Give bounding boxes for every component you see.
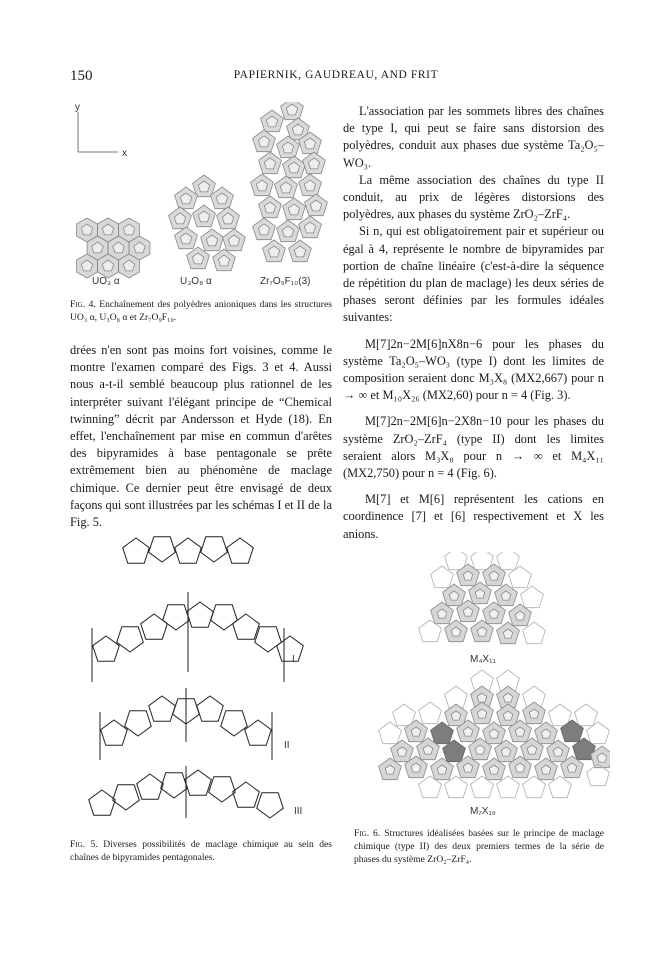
paragraph: La même association des chaînes du type II conduit, au prix de légères distorsions des polyèdres, aux phases du système ZrO₂–ZrF₄. bbox=[343, 172, 604, 222]
figure-6-caption: Fig. 6. Structures idéalisées basées sur le principe de maclage chimique (type II) des deux premiers termes de la série de phases du système ZrO₂–ZrF₄. bbox=[354, 828, 604, 865]
label-zr7o9f10: Zr₇O₉F₁₀(3) bbox=[260, 276, 311, 287]
paragraph: L'association par les sommets libres des chaînes de type I, qui peut se faire sans distorsion des polyèdres, conduit aux phases due système Ta₂O₅–WO₃. bbox=[343, 104, 604, 170]
linear-chain-schema bbox=[123, 537, 254, 564]
label-uo3: UO₃ α bbox=[92, 276, 120, 287]
label-III: III bbox=[294, 806, 303, 817]
left-column bbox=[70, 342, 332, 531]
schema-II bbox=[100, 688, 272, 760]
paragraph: drées n'en sont pas moins fort voisines, comme le montre l'examen comparé des Figs. 3 et 4. Aussi nous a-t-il semblé beaucoup plus rationnel de les interpréter suivant l'élégant principe de “Chemical twinning” décrit par Andersson et Hyde (18). En effet, l'enchaînement par mise en commun d'arêtes des bipyramides à base pentagonale se prête extrêmement bien au phénomène de maclage chimique. Ce dernier peut être envisagé de deux façons qui sont illustrées par les schémas I et II de la Fig. 5. bbox=[70, 343, 332, 530]
label-I: I bbox=[292, 654, 295, 665]
axis-label-y: y bbox=[75, 102, 80, 113]
label-m4x11: M₄X₁₁ bbox=[470, 654, 496, 665]
label-u3o8: U₃O₈ α bbox=[180, 276, 212, 287]
axis-label-x: x bbox=[122, 148, 127, 159]
right-column bbox=[343, 103, 604, 543]
figure-5-caption: Fig. 5. Diverses possibilités de maclage chimique au sein des chaînes de bipyramides pentagonales. bbox=[70, 839, 333, 863]
zr7o9f10-structure bbox=[251, 102, 328, 262]
figure-5 bbox=[78, 532, 310, 820]
label-m7x19: M₇X₁₉ bbox=[470, 806, 496, 817]
label-II: II bbox=[284, 740, 290, 751]
paragraph: M[7] et M[6] représentent les cations en coordinence [7] et [6] respectivement et X les anions. bbox=[343, 492, 604, 541]
m4x11-structure bbox=[419, 552, 546, 644]
paragraph: Si n, qui est obligatoirement pair et supérieur ou égal à 4, représente le nombre de bipyramides par portion de chaîne linéaire (c'est-à-dire la séquence de répétition du plan de maclage) les deux séries de phases seront définies par les formules idéales suivantes: bbox=[343, 224, 604, 325]
figure-6 bbox=[370, 552, 610, 822]
axes-icon bbox=[78, 112, 118, 152]
figure-4-caption: Fig. 4. Enchaînement des polyèdres anioniques dans les structures UO₃ α, U₃O₈ α et Zr₇O₉F₁₀. bbox=[70, 299, 332, 323]
running-head: PAPIERNIK, GAUDREAU, AND FRIT bbox=[233, 69, 439, 81]
formula-paragraph-type-I: M[7]2n−2M[6]nX8n−6 pour les phases du système Ta₂O₅–WO₃ (type I) dont les limites de composition seraient donc M₃X₈ (MX2,667) pour n → ∞ et M₁₀X₂₆ (MX2,60) pour n = 4 (Fig. 3). bbox=[343, 336, 604, 403]
schema-III bbox=[89, 766, 284, 818]
schema-I bbox=[92, 592, 303, 682]
page-number: 150 bbox=[70, 68, 93, 84]
m7x19-structure bbox=[379, 670, 610, 798]
uo3-structure bbox=[77, 218, 150, 278]
u3o8-structure bbox=[169, 175, 246, 271]
figure-4 bbox=[66, 102, 334, 288]
page-header bbox=[70, 68, 602, 86]
formula-paragraph-type-II: M[7]2n−2M[6]n−2X8n−10 pour les phases du système ZrO₂–ZrF₄ (type II) dont les limites seraient alors M₃X₈ pour n → ∞ et M₄X₁₁ (MX2,750) pour n = 4 (Fig. 6). bbox=[343, 414, 604, 481]
